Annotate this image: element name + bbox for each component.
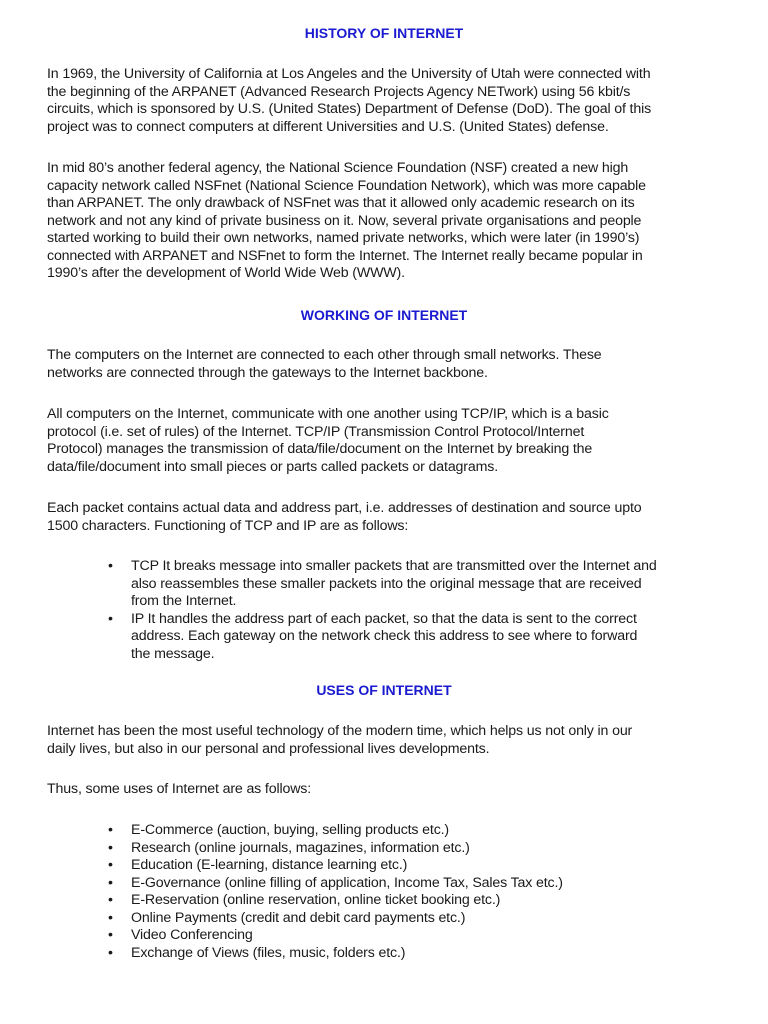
text-line: Online Payments (credit and debit card payments etc.) xyxy=(131,909,466,926)
text-line: Video Conferencing xyxy=(131,927,253,943)
list-item xyxy=(108,840,748,858)
text-line: Thus, some uses of Internet are as follows: xyxy=(47,781,312,797)
text-line: In mid 80’s another federal agency, the National Science Foundation (NSF) created a new high xyxy=(47,160,629,176)
list-item xyxy=(108,945,748,963)
list-item xyxy=(108,910,748,928)
text-line: Exchange of Views (files, music, folders etc.) xyxy=(131,944,406,961)
bullet-icon: • xyxy=(108,839,113,856)
text-line: TCP It breaks message into smaller packets that are transmitted over the Internet and xyxy=(131,558,657,574)
paragraph-uses-1 xyxy=(47,723,737,758)
bullet-icon: • xyxy=(108,822,113,838)
paragraph-history-2 xyxy=(47,160,737,283)
heading-history: HISTORY OF INTERNET xyxy=(304,25,464,41)
heading-uses: USES OF INTERNET xyxy=(316,682,452,698)
list-item xyxy=(108,611,748,664)
text-line: circuits, which is sponsored by U.S. (United States) Department of Defense (DoD). The goal of this xyxy=(47,101,652,117)
paragraph-uses-2 xyxy=(47,781,737,799)
text-line: Research (online journals, magazines, information etc.) xyxy=(131,839,470,856)
text-line: 1500 characters. Functioning of TCP and IP are as follows: xyxy=(47,517,409,534)
text-line: protocol (i.e. set of rules) of the Internet. TCP/IP (Transmission Control Protocol/Internet xyxy=(47,423,585,440)
text-line: project was to connect computers at different Universities and U.S. (United States) defense. xyxy=(47,118,609,135)
bullet-icon: • xyxy=(108,610,113,627)
text-line: started working to build their own networks, named private networks, which were later (in 1990’s) xyxy=(47,230,640,246)
bullet-icon: • xyxy=(108,892,113,908)
text-line: data/file/document into small pieces or parts called packets or datagrams. xyxy=(47,458,499,475)
text-line: Protocol) manages the transmission of data/file/document on the Internet by breaking the xyxy=(47,441,593,457)
paragraph-history-1 xyxy=(47,66,737,136)
bullet-icon: • xyxy=(108,909,113,926)
bullet-icon: • xyxy=(108,857,113,873)
bullet-icon: • xyxy=(108,874,113,891)
text-line: Each packet contains actual data and address part, i.e. addresses of destination and source upto xyxy=(47,500,642,516)
text-line: E-Commerce (auction, buying, selling products etc.) xyxy=(131,822,450,838)
text-line: Education (E-learning, distance learning etc.) xyxy=(131,857,408,873)
text-line: All computers on the Internet, communicate with one another using TCP/IP, which is a basic xyxy=(47,406,609,422)
text-line: The computers on the Internet are connected to each other through small networks. These xyxy=(47,347,602,363)
text-line: network and not any kind of private business on it. Now, several private organisations and people xyxy=(47,212,642,229)
text-line: 1990’s after the development of World Wide Web (WWW). xyxy=(47,265,405,281)
tcp-ip-list xyxy=(108,558,748,663)
text-line: connected with ARPANET and NSFnet to form the Internet. The Internet really became popular in xyxy=(47,247,643,264)
uses-list xyxy=(108,822,748,962)
text-line: the message. xyxy=(131,645,215,662)
text-line: from the Internet. xyxy=(131,593,237,609)
text-line: also reassembles these smaller packets into the original message that are received xyxy=(131,575,642,592)
text-line: daily lives, but also in our personal and professional lives developments. xyxy=(47,740,490,757)
paragraph-working-3 xyxy=(47,500,737,535)
text-line: E-Governance (online filling of application, Income Tax, Sales Tax etc.) xyxy=(131,874,563,891)
text-line: capacity network called NSFnet (National Science Foundation Network), which was more capable xyxy=(47,177,646,194)
text-line: E-Reservation (online reservation, online ticket booking etc.) xyxy=(131,892,501,908)
bullet-icon: • xyxy=(108,927,113,943)
text-line: the beginning of the ARPANET (Advanced Research Projects Agency NETwork) using 56 kbit/s xyxy=(47,83,631,100)
text-line: networks are connected through the gateways to the Internet backbone. xyxy=(47,364,488,381)
list-item xyxy=(108,927,748,945)
text-line: than ARPANET. The only drawback of NSFnet was that it allowed only academic research on its xyxy=(47,195,635,211)
paragraph-working-2 xyxy=(47,406,737,476)
bullet-icon: • xyxy=(108,944,113,961)
list-item xyxy=(108,822,748,840)
text-line: IP It handles the address part of each packet, so that the data is sent to the correct xyxy=(131,610,637,627)
bullet-icon: • xyxy=(108,558,113,574)
text-line: Internet has been the most useful technology of the modern time, which helps us not only in our xyxy=(47,723,633,739)
list-item xyxy=(108,558,748,611)
text-line: address. Each gateway on the network check this address to see where to forward xyxy=(131,628,638,644)
list-item xyxy=(108,857,748,875)
paragraph-working-1 xyxy=(47,347,737,382)
text-line: In 1969, the University of California at Los Angeles and the University of Utah were connected with xyxy=(47,66,651,82)
heading-working: WORKING OF INTERNET xyxy=(300,307,468,323)
list-item xyxy=(108,875,748,893)
list-item xyxy=(108,892,748,910)
